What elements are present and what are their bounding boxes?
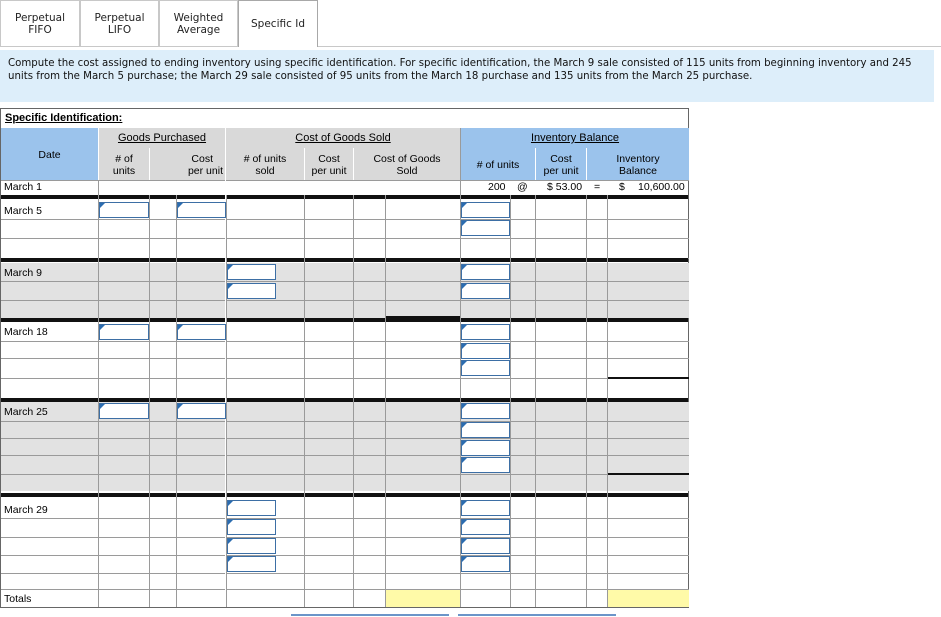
tab-label: Specific Id: [251, 18, 305, 30]
march25-balance-units-input-2[interactable]: [461, 422, 510, 438]
march18-balance-units-input-1[interactable]: [461, 324, 510, 340]
row-label-totals: Totals: [4, 593, 32, 605]
header-ib-balance: [587, 148, 689, 181]
section-divider: [1, 493, 688, 497]
grid-line: [176, 195, 177, 607]
tab-label-line2: LIFO: [107, 23, 132, 36]
grid-line: [304, 195, 305, 607]
march29-balance-units-input-1[interactable]: [461, 500, 510, 516]
march25-purchase-cost-input[interactable]: [177, 403, 226, 419]
section-divider: [1, 195, 688, 199]
header-text: Balance: [619, 164, 657, 177]
march25-balance-units-input-1[interactable]: [461, 403, 510, 419]
march29-sold-units-input-1[interactable]: [227, 500, 276, 516]
dollar-sign: $: [619, 181, 625, 193]
header-ib-units: # of units: [461, 148, 535, 181]
tab-weighted-average[interactable]: [159, 0, 238, 46]
tab-label-line1: Weighted: [173, 11, 224, 24]
header-text: Cost of Goods: [373, 152, 441, 165]
next-button-edge[interactable]: [458, 614, 616, 616]
march9-sold-units-input-1[interactable]: [227, 264, 276, 280]
grid-line: [608, 377, 689, 379]
row-label-march9: March 9: [4, 267, 42, 279]
header-cs-total: [354, 148, 460, 181]
tab-divider: [0, 46, 238, 47]
march29-sold-units-input-3[interactable]: [227, 538, 276, 554]
march9-sold-units-input-2[interactable]: [227, 283, 276, 299]
header-cs-units: [226, 148, 304, 181]
march18-purchase-units-input[interactable]: [99, 324, 149, 340]
header-date: Date: [1, 128, 98, 181]
header-cs-cost: [305, 148, 353, 181]
tab-divider-right: [318, 46, 941, 47]
tab-label-line2: Average: [176, 23, 221, 36]
header-gp-units: [99, 148, 149, 181]
header-text: # of units: [243, 152, 287, 165]
specific-identification-worksheet: [0, 108, 689, 608]
header-gp-cost: [150, 148, 225, 181]
march5-purchase-units-input[interactable]: [99, 202, 149, 218]
grid-line: [149, 195, 150, 607]
opening-units: 200: [488, 181, 506, 193]
grid-line: [607, 195, 608, 607]
opening-cost: $ 53.00: [547, 181, 583, 193]
header-text: Inventory: [616, 152, 660, 165]
march9-balance-units-input-2[interactable]: [461, 283, 510, 299]
row-label-march29: March 29: [4, 504, 48, 516]
march29-balance-units-input-3[interactable]: [461, 538, 510, 554]
march25-balance-units-input-4[interactable]: [461, 457, 510, 473]
header-text: sold: [255, 164, 275, 177]
section-divider: [1, 258, 688, 262]
prev-button-edge[interactable]: [291, 614, 449, 616]
grid-line: [510, 195, 511, 607]
march25-purchase-units-input[interactable]: [99, 403, 149, 419]
grid-line: [586, 195, 587, 607]
header-text: per unit: [311, 164, 347, 177]
grid-line: [608, 473, 689, 475]
totals-inventory-cell[interactable]: [608, 589, 689, 607]
section-divider: [1, 318, 688, 322]
header-text: # of: [115, 152, 133, 165]
march29-sold-units-input-4[interactable]: [227, 556, 276, 572]
march9-balance-units-input-1[interactable]: [461, 264, 510, 280]
grid-line: [1, 180, 689, 181]
header-ib-cost: [536, 148, 586, 181]
header-text: Sold: [396, 164, 418, 177]
tab-label-line2: FIFO: [28, 23, 52, 36]
at-symbol: @: [517, 181, 528, 193]
header-text: Cost: [550, 152, 572, 165]
tab-label-line1: Perpetual: [94, 11, 145, 24]
grid-line: [98, 180, 99, 607]
grid-line: [353, 195, 354, 607]
march29-balance-units-input-2[interactable]: [461, 519, 510, 535]
header-text: per unit: [543, 164, 579, 177]
header-text: units: [112, 164, 136, 177]
group-inventory-balance: Inventory Balance: [461, 128, 689, 148]
sheet-title: Specific Identification:: [5, 112, 123, 124]
grid-line: [385, 195, 386, 607]
grid-line: [535, 195, 536, 607]
march5-balance-units-input-2[interactable]: [461, 220, 510, 236]
march18-balance-units-input-3[interactable]: [461, 360, 510, 376]
row-label-march1: March 1: [4, 181, 42, 193]
header-text: Cost: [318, 152, 340, 165]
equals-symbol: =: [594, 181, 601, 193]
header-text: Cost: [191, 152, 213, 165]
row-label-march5: March 5: [4, 205, 42, 217]
instructions-panel: [0, 50, 934, 102]
tab-label-line1: Perpetual: [15, 11, 65, 24]
section-divider: [1, 398, 688, 402]
march29-balance-units-input-4[interactable]: [461, 556, 510, 572]
march29-sold-units-input-2[interactable]: [227, 519, 276, 535]
instructions-text: Compute the cost assigned to ending inventory using specific identification. For specific identification, the March 9 sale consisted of 115 units from beginning inventory and 245 units from the March 5 purchase; the March 29 sale consisted of 95 units from the March 18 purchase and 135 units from the March 25 purchase.: [8, 58, 912, 82]
group-goods-purchased: Goods Purchased: [99, 128, 225, 148]
march18-balance-units-input-2[interactable]: [461, 343, 510, 359]
row-label-march18: March 18: [4, 326, 48, 338]
march5-purchase-cost-input[interactable]: [177, 202, 226, 218]
totals-cogs-cell[interactable]: [385, 589, 460, 607]
march18-purchase-cost-input[interactable]: [177, 324, 226, 340]
header-text: per unit: [187, 164, 223, 177]
row-label-march25: March 25: [4, 406, 48, 418]
tab-perpetual-lifo[interactable]: [80, 0, 159, 46]
march5-balance-units-input-1[interactable]: [461, 202, 510, 218]
tab-perpetual-fifo[interactable]: [0, 0, 80, 46]
group-cost-of-goods-sold: Cost of Goods Sold: [226, 128, 460, 148]
tab-specific-id[interactable]: [238, 0, 318, 47]
opening-balance: 10,600.00: [638, 181, 685, 193]
march25-balance-units-input-3[interactable]: [461, 440, 510, 456]
